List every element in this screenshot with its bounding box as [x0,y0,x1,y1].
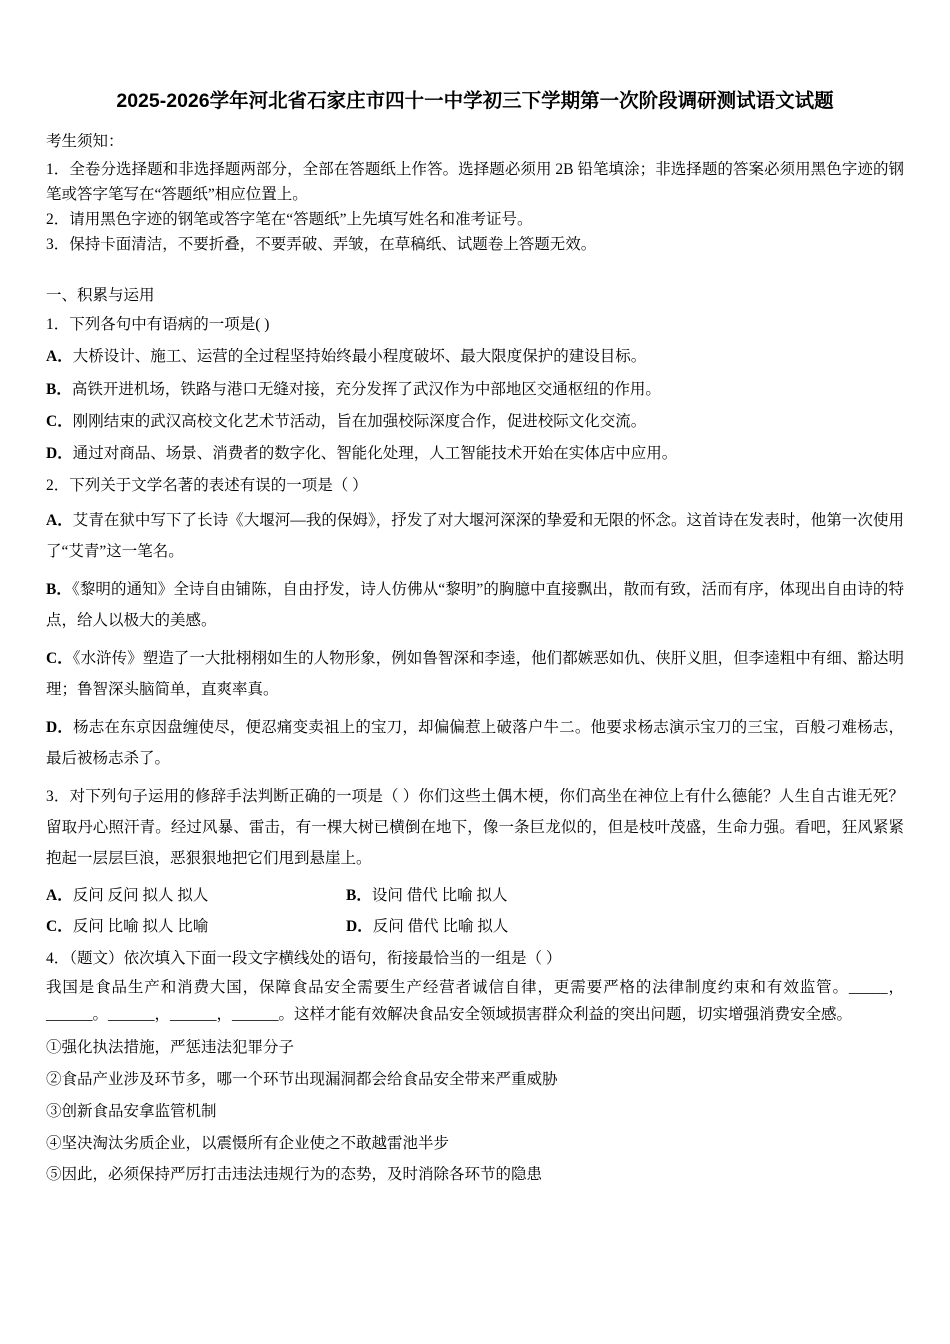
option-label: A． [46,512,73,529]
option-text: 高铁开进机场，铁路与港口无缝对接，充分发挥了武汉作为中部地区交通枢纽的作用。 [71,380,661,398]
option-row [46,912,904,941]
option-label: A． [46,348,73,366]
question-option [46,912,346,941]
page-title: 2025-2026学年河北省石家庄市四十一中学初三下学期第一次阶段调研测试语文试题 [116,90,834,112]
option-text: 反问 借代 比喻 拟人 [372,918,509,936]
question-option [46,574,904,636]
notice-heading: 考生须知： [46,133,124,151]
option-label: B． [46,581,73,598]
question-option [46,643,904,705]
question-text: 下列各句中有语病的一项是( ) [69,316,270,334]
option-label: D． [46,444,73,462]
notice-item: 3．保持卡面清洁，不要折叠，不要弄破、弄皱，在草稿纸、试题卷上答题无效。 [46,236,597,254]
list-item: ①强化执法措施，严惩违法犯罪分子 [46,1039,295,1057]
option-row [46,881,904,910]
option-text: 反问 比喻 拟人 比喻 [72,918,209,936]
question-text: 对下列句子运用的修辞手法判断正确的一项是（ ）你们这些土偶木梗，你们高坐在神位上有什么德能？人生自古谁无死？留取丹心照汗青。经过风暴、雷击，有一棵大树已横倒在地下，像一条巨龙似的，但是枝叶茂盛，生命力强。看吧，狂风紧紧抱起一层层巨浪，恶狠狠地把它们甩到悬崖上。 [46,788,904,867]
question-passage: 我国是食品生产和消费大国，保障食品安全需要生产经营者诚信自律，更需要严格的法律制度约束和有效监管。_____，______。______，______，______。这样才能有效解决食品安全领域损害群众利益的突出问题，切实增强消费安全感。 [46,978,904,1023]
question-option [46,505,904,567]
question-stem [46,946,904,971]
notice-item: 2．请用黑色字迹的钢笔或答字笔在“答题纸”上先填写姓名和准考证号。 [46,211,533,229]
question-option [46,881,346,910]
question-option [346,912,508,941]
list-item: ②食品产业涉及环节多，哪一个环节出现漏洞都会给食品安全带来严重威胁 [46,1071,558,1089]
option-label: D． [346,918,373,936]
section-title: 一、积累与运用 [46,286,155,304]
option-text: 艾青在狱中写下了长诗《大堰河—我的保姆》，抒发了对大堰河深深的挚爱和无限的怀念。这首诗在发表时，他第一次使用了“艾青”这一笔名。 [46,512,904,560]
option-text: 反问 反问 拟人 拟人 [72,887,209,904]
question-option [46,441,904,466]
question-option [346,881,507,910]
option-text: 《黎明的通知》全诗自由铺陈，自由抒发，诗人仿佛从“黎明”的胸臆中直接飘出，散而有致，活而有序，体现出自由诗的特点，给人以极大的美感。 [46,581,905,629]
option-label: C． [46,650,73,667]
list-item: ⑤因此，必须保持严厉打击违法违规行为的态势，及时消除各环节的隐患 [46,1166,543,1184]
question-number: 3． [46,788,70,805]
list-item: ③创新食品安拿监管机制 [46,1102,217,1120]
option-label: B． [346,887,372,904]
option-text: 设问 借代 比喻 拟人 [371,887,508,904]
list-item: ④坚决淘汰劣质企业，以震慑所有企业使之不敢越雷池半步 [46,1134,450,1152]
option-label: D． [46,719,74,736]
question-option [46,409,904,434]
question-option [46,377,904,402]
notice-item: 1．全卷分选择题和非选择题两部分，全部在答题纸上作答。选择题必须用 2B 铅笔填涂；非选择题的答案必须用黑色字迹的钢笔或答字笔写在“答题纸”相应位置上。 [46,161,904,204]
option-text: 杨志在东京因盘缠使尽，便忍痛变卖祖上的宝刀，却偏偏惹上破落户牛二。他要求杨志演示宝刀的三宝，百般刁难杨志，最后被杨志杀了。 [46,719,904,767]
option-label: A． [46,887,73,904]
question-number: 1． [46,316,70,334]
option-text: 《水浒传》塑造了一大批栩栩如生的人物形象，例如鲁智深和李逵，他们都嫉恶如仇、侠肝义胆，但李逵粗中有细、豁达明理；鲁智深头脑简单，直爽率真。 [46,650,904,698]
question-stem [46,312,904,337]
question-text: （题文）依次填入下面一段文字横线处的语句，衔接最恰当的一组是（ ） [69,949,562,967]
question-text: 下列关于文学名著的表述有误的一项是（ ） [69,476,368,494]
option-label: C． [46,918,73,936]
question-number: 4． [46,949,70,967]
option-text: 刚刚结束的武汉高校文化艺术节活动，旨在加强校际深度合作，促进校际文化交流。 [72,412,647,430]
option-label: B． [46,380,72,398]
option-text: 通过对商品、场景、消费者的数字化、智能化处理，人工智能技术开始在实体店中应用。 [72,444,678,462]
question-number: 2． [46,476,70,494]
question-stem [46,781,904,874]
option-text: 大桥设计、施工、运营的全过程坚持始终最小程度破坏、最大限度保护的建设目标。 [72,348,647,366]
question-option [46,712,904,774]
question-option [46,344,904,369]
option-label: C． [46,412,73,430]
question-stem [46,473,904,498]
